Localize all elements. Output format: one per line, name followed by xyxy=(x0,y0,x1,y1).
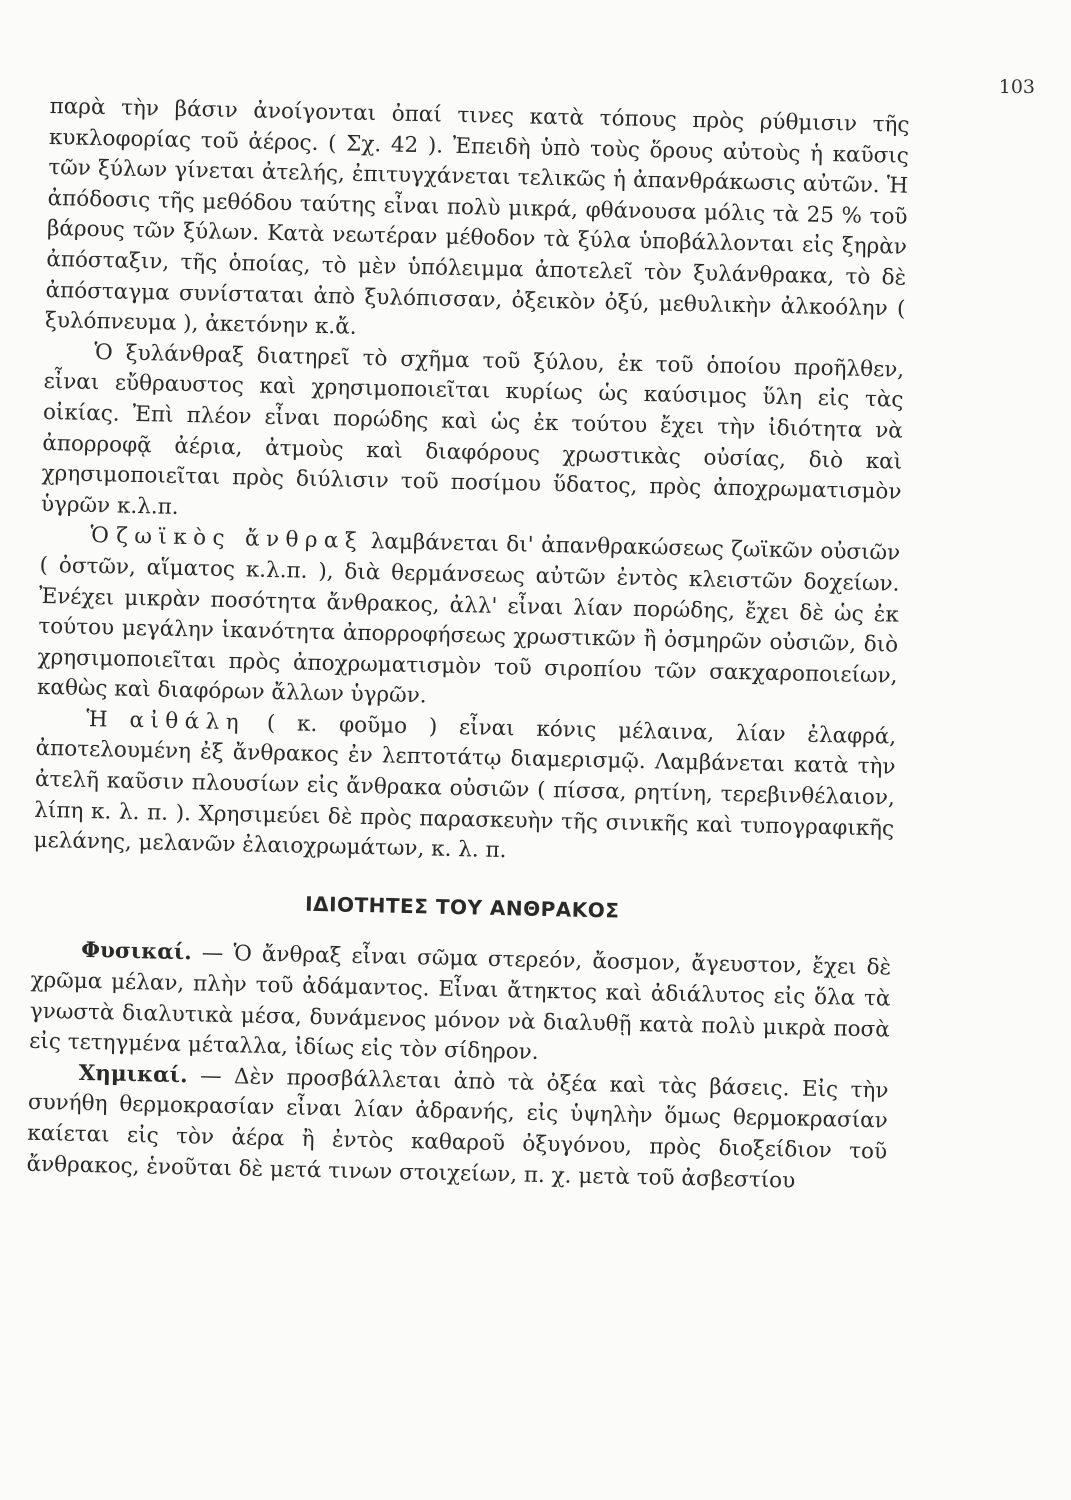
soot-text: ( κ. φοῦμο ) εἶναι κόνις μέλαινα, λίαν ἐλαφρά, ἀποτελουμένη ἐξ ἄνθρακος ἐν λεπτοτάτῳ διαμερισμῷ. Λαμβάνεται κατὰ τὴν ἀτελῆ καῦσιν πλουσίων εἰς ἄνθρακα οὐσιῶν ( πίσσα, ρητίνη, τερεβινθέλαιον, λίπη κ. λ. π. ). Χρησιμεύει δὲ πρὸς παρασκευὴν τῆς σινικῆς καὶ τυπογραφικῆς μελάνης, μελανῶν ἐλαιοχρωμάτων, κ. λ. π. xyxy=(33,710,897,864)
physical-text: — Ὁ ἄνθραξ εἶναι σῶμα στερεόν, ἄοσμον, ἄγευστον, ἔχει δὲ χρῶμα μέλαν, πλὴν τοῦ ἀδάμαντος. Εἶναι ἄτηκτος καὶ ἀδιάλυτος εἰς ὅλα τὰ γνωστὰ διαλυτικὰ μέσα, δυνάμενος μόνον νὰ διαλυθῇ κατὰ πολὺ μικρὰ ποσὰ εἰς τετηγμένα μέταλλα, ἰδίως εἰς τὸν σίδηρον. xyxy=(29,940,892,1066)
animal-charcoal-lead: Ὁ xyxy=(90,523,110,549)
paragraph-animal-charcoal xyxy=(37,520,901,722)
animal-charcoal-term: ζωϊκὸς ἄνθραξ xyxy=(116,523,364,555)
page-number: 103 xyxy=(998,76,1035,98)
physical-label: Φυσικαί. xyxy=(80,938,192,966)
soot-lead: Ἡ xyxy=(86,706,108,733)
soot-term: αἰθάλη xyxy=(129,707,246,736)
paragraph-physical-properties xyxy=(29,935,891,1076)
paragraph-chemical-properties xyxy=(26,1058,888,1199)
paragraph-soot xyxy=(33,704,896,876)
section-heading: ΙΔΙΟΤΗΤΕΣ ΤΟΥ ΑΝΘΡΑΚΟΣ xyxy=(304,891,620,923)
chemical-label: Χημικαί. xyxy=(78,1060,188,1089)
paragraph-wood-distillation: παρὰ τὴν βάσιν ἀνοίγονται ὀπαί τινες κατὰ τόπους πρὸς ρύθμισιν τῆς κυκλοφορίας τοῦ ἀέρος. ( Σχ. 42 ). Ἐπειδὴ ὑπὸ τοὺς ὅρους αὐτοὺς ἡ καῦσις τῶν ξύλων γίνεται ἀτελής, ἐπιτυγχάνεται τελικῶς ἡ ἀπανθράκωσις αὐτῶν. Ἡ ἀπόδοσις τῆς μεθόδου ταύτης εἶναι πολὺ μικρά, φθάνουσα μόλις τὰ 25 % τοῦ βάρους τῶν ξύλων. Κατὰ νεωτέραν μέθοδον τὰ ξύλα ὑποβάλλονται εἰς ξηρὰν ἀπόσταξιν, τῆς ὁποίας, τὸ μὲν ὑπόλειμμα ἀποτελεῖ τὸν ξυλάνθρακα, τὸ δὲ ἀπόσταγμα συνίσταται ἀπὸ ξυλόπισσαν, ὀξεικὸν ὀξύ, μεθυλικὴν ἀλκοόλην ( ξυλόπνευμα ), ἀκετόνην κ.ἄ. xyxy=(44,93,910,340)
paragraph-wood-charcoal: Ὁ ξυλάνθραξ διατηρεῖ τὸ σχῆμα τοῦ ξύλου, ἐκ τοῦ ὁποίου προῆλθεν, εἶναι εὔθραυστος καὶ χρησιμοποιεῖται κυρίως ὡς καύσιμος ὕλη εἰς τὰς οἰκίας. Ἐπὶ πλέον εἶναι πορώδης καὶ ὡς ἐκ τούτου ἔχει τὴν ἰδιότητα νὰ ἀπορροφᾷ ἀέρια, ἀτμοὺς καὶ διαφόρους χρωστικὰς οὐσίας, διὸ καὶ χρησιμοποιεῖται πρὸς διύλισιν τοῦ ποσίμου ὕδατος, πρὸς ἀποχρωματισμὸν ὑγρῶν κ.λ.π. xyxy=(40,339,905,520)
body-text xyxy=(26,92,910,1199)
animal-charcoal-text: λαμβάνεται δι' ἀπανθρακώσεως ζωϊκῶν οὐσιῶν ( ὀστῶν, αἵματος κ.λ.π. ), διὰ θερμάνσεως αὐτῶν ἐντὸς κλειστῶν δοχείων. Ἐνέχει μικρὰν ποσότητα ἄνθρακος, ἀλλ' εἶναι λίαν πορώδης, ἔχει δὲ ὡς ἐκ τούτου μεγάλην ἱκανότητα ἀπορροφήσεως χρωστικῶν ἢ ὀσμηρῶν οὐσιῶν, διὸ χρησιμοποιεῖται πρὸς ἀποχρωματισμὸν τοῦ σιροπίου τῶν σακχαροποιείων, καθὼς καὶ διαφόρων ἄλλων ὑγρῶν. xyxy=(36,529,901,709)
chemical-text: — Δὲν προσβάλλεται ἀπὸ τὰ ὀξέα καὶ τὰς βάσεις. Εἰς τὴν συνήθη θερμοκρασίαν εἶναι λίαν ἀδρανής, εἰς ὑψηλὴν ὅμως θερμοκρασίαν καίεται εἰς τὸν ἀέρα ἢ ἐντὸς καθαροῦ ὀξυγόνου, πρὸς διοξείδιον τοῦ ἄνθρακος, ἑνοῦται δὲ μετά τινων στοιχείων, π. χ. μετὰ τοῦ ἀσβεστίου xyxy=(26,1063,889,1194)
